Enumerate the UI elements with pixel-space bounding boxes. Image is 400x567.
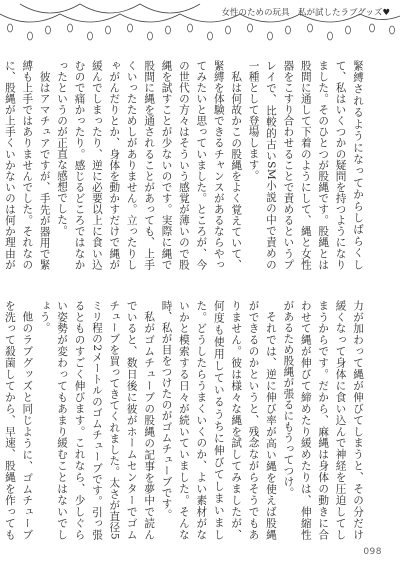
paragraph: 他のラブグッズと同じように、ゴムチューブを洗って殺菌してから、早速、股縄を作っても (3, 300, 34, 540)
paragraph: それでは、逆に伸び率が高い縄を使えば股縄ができるのかというと、残念ながらそうでもありません。彼は様々な縄を試してみましたが、何度も使用しているうちに伸びてしまいました。どうしたらうまくいくのか、よい素材がないかと模索する日々が続いていました。そんな時、私が目をつけたのがゴムチューブです。 (160, 300, 277, 540)
page-number: 098 (363, 547, 382, 557)
bottom-text-block (3, 300, 366, 540)
running-header (222, 6, 390, 18)
paragraph: 彼はアマチュアですが、手先が器用で緊縛も上手ではありませんでした。それなのに、股縄が上手くいかないのは何か理由が (3, 60, 51, 270)
top-text-block (3, 60, 366, 270)
header-title: 女性のための玩具 私が試したラブグッズ (221, 8, 383, 18)
paragraph: 私は何故かこの股縄をよく覚えていて、緊縛を体験できるチャンスがあるならやってみたいと思っていました。ところが、今の世代の方々はそういう感覚が薄いので股縄を試すことが少ないのです。実際に縄で股間に縄を通されることがあっても、上手くいったためしがありません。立ったりしゃがんだりとか、身体を動かすだけで縄が緩んでしまったり、逆に必要以上に食い込むので痛かったり。感じるどころではなかったというのが正直な感想でした。 (56, 60, 243, 270)
paragraph: 緊縛されるようになってからしばらくして、私はいくつかの疑問を持つようになりました。そのひとつが股縄です。股縄とは股間に通して下着のようにして、縄と女性器をこすり合わせることで責めるというプレイで、比較的古いSM小説の中で責めの一種として登場します。 (247, 60, 364, 270)
paragraph: 私がゴムチューブの股縄の記事を夢中で読んでいると、数日後に彼がホームセンターでゴムチューブを買ってきてくれました。太さが直径5ミリ程の2メートルのゴムチューブです。引っ張るとものすごく伸びます。これなら、少しぐらい姿勢が変わってもあまり緩むことはないでしょう。 (38, 300, 156, 540)
paragraph: 力が加わって縄が伸びてしまうと、その分だけ緩くなって身体に食い込んで神経を圧迫してしまうからです。だから、麻縄は身体の動きに合わせて縄が伸びて締めたり緩めたりは、伸縮性があるため股縄が張るにもうってつけ。 (282, 300, 364, 540)
heart-icon: ♥ (382, 8, 390, 18)
